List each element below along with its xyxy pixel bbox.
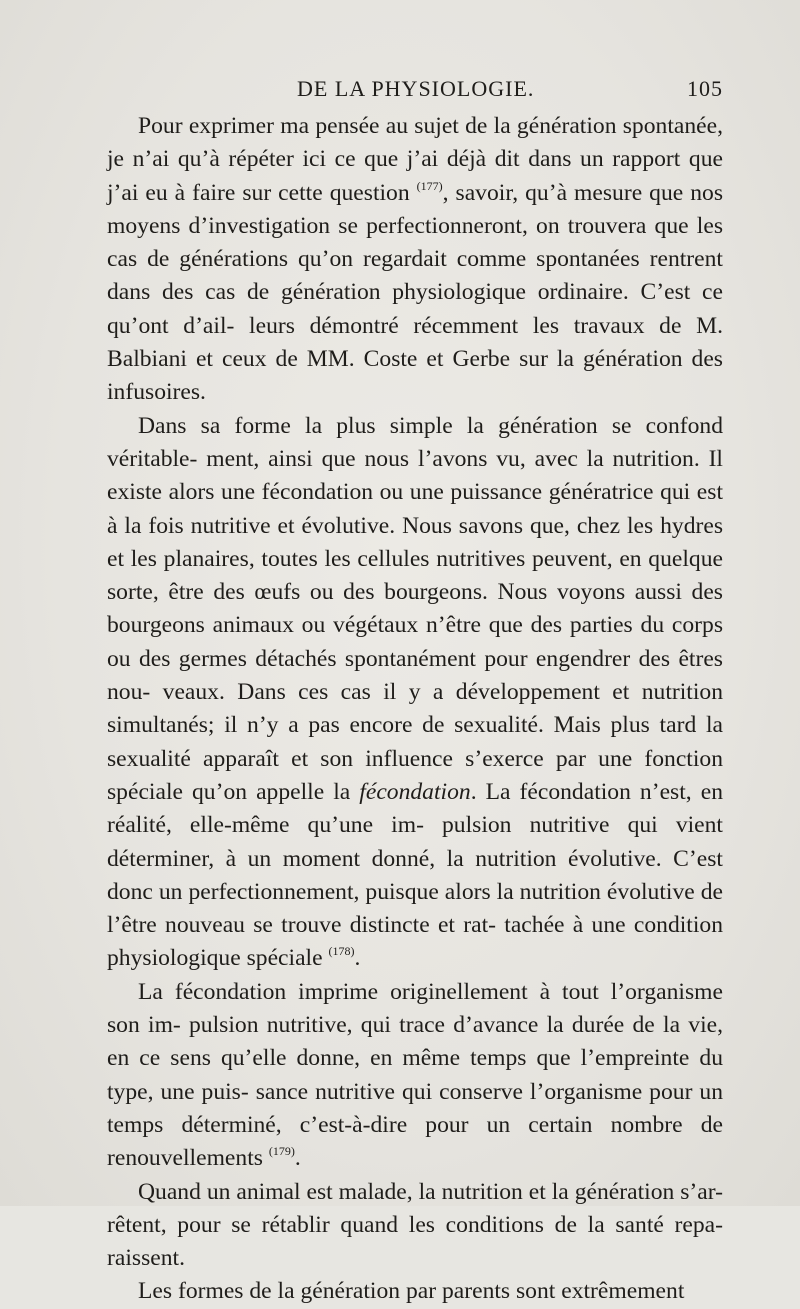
paragraph [107,976,723,1176]
text-run: Dans sa forme la plus simple la génération se confond véritable- ment, ainsi que nous l’avons vu, avec la nutrition. Il existe alors une fécondation ou une puissance génératrice qui est à la fois nutritive et évolutive. Nous savons que, chez les hydres et les planaires, toutes les cellules nutritives peuvent, en quelque sorte, être des œufs ou des bourgeons. Nous voyons aussi des bourgeons animaux ou végétaux n’être que des parties du corps ou des germes détachés spontanément pour engendrer des êtres nou- veaux. Dans ces cas il y a développement et nutrition simultanés; il n’y a pas encore de sexualité. Mais plus tard la sexualité apparaît et son influence s’exerce par une fonction spéciale qu’on appelle la [107,412,723,805]
text-run: Quand un animal est malade, la nutrition et la génération s’ar- rêtent, pour se rétablir quand les conditions de la santé repa- raissent. [107,1178,723,1272]
running-title: DE LA PHYSIOLOGIE. [297,76,535,101]
paragraph [107,110,723,410]
page-header [107,76,723,106]
text-run: La fécondation imprime originellement à tout l’organisme son im- pulsion nutritive, qui trace d’avance la durée de la vie, en ce sens qu’elle donne, en même temps que l’empreinte du type, une puis- sance nutritive qui conserve l’organisme pour un temps déterminé, c’est-à-dire pour un certain nombre de renouvellements [107,978,723,1172]
text-run: . [354,945,361,972]
footnote-reference: (179) [268,1144,295,1159]
italic-term: fécondation [359,778,471,805]
text-run: Pour exprimer ma pensée au sujet de la génération spontanée, je n’ai qu’à répéter ici ce que j’ai déjà dit dans un rapport que j’ai eu à faire sur cette question [107,113,723,206]
text-run: Les formes de la génération par parents sont extrêmement [138,1278,685,1305]
text-run: , savoir, qu’à mesure que nos moyens d’investigation se perfectionneront, on trouvera que les cas de générations qu’on regardait comme spontanées rentrent dans des cas de génération physiologique ordinaire. C’est ce qu’ont d’ail- leurs démontré récemment les travaux de M. Balbiani et ceux de MM. Coste et Gerbe sur la génération des infusoires. [107,179,723,406]
text-run: . La fécondation n’est, en réalité, elle-même qu’une im- pulsion nutritive qui vient déterminer, à un moment donné, la nutrition évolutive. C’est donc un perfectionnement, puisque alors la nutrition évolutive de l’être nouveau se trouve distincte et rat- tachée à une condition physiologique spéciale [107,778,723,972]
footnote-reference: (177) [416,178,443,193]
paragraph [107,1176,723,1276]
body-text [107,110,723,1309]
page-number: 105 [687,76,723,101]
footnote-reference: (178) [328,944,355,959]
paragraph [107,1275,723,1308]
text-run: . [294,1145,301,1172]
paragraph [107,410,723,976]
